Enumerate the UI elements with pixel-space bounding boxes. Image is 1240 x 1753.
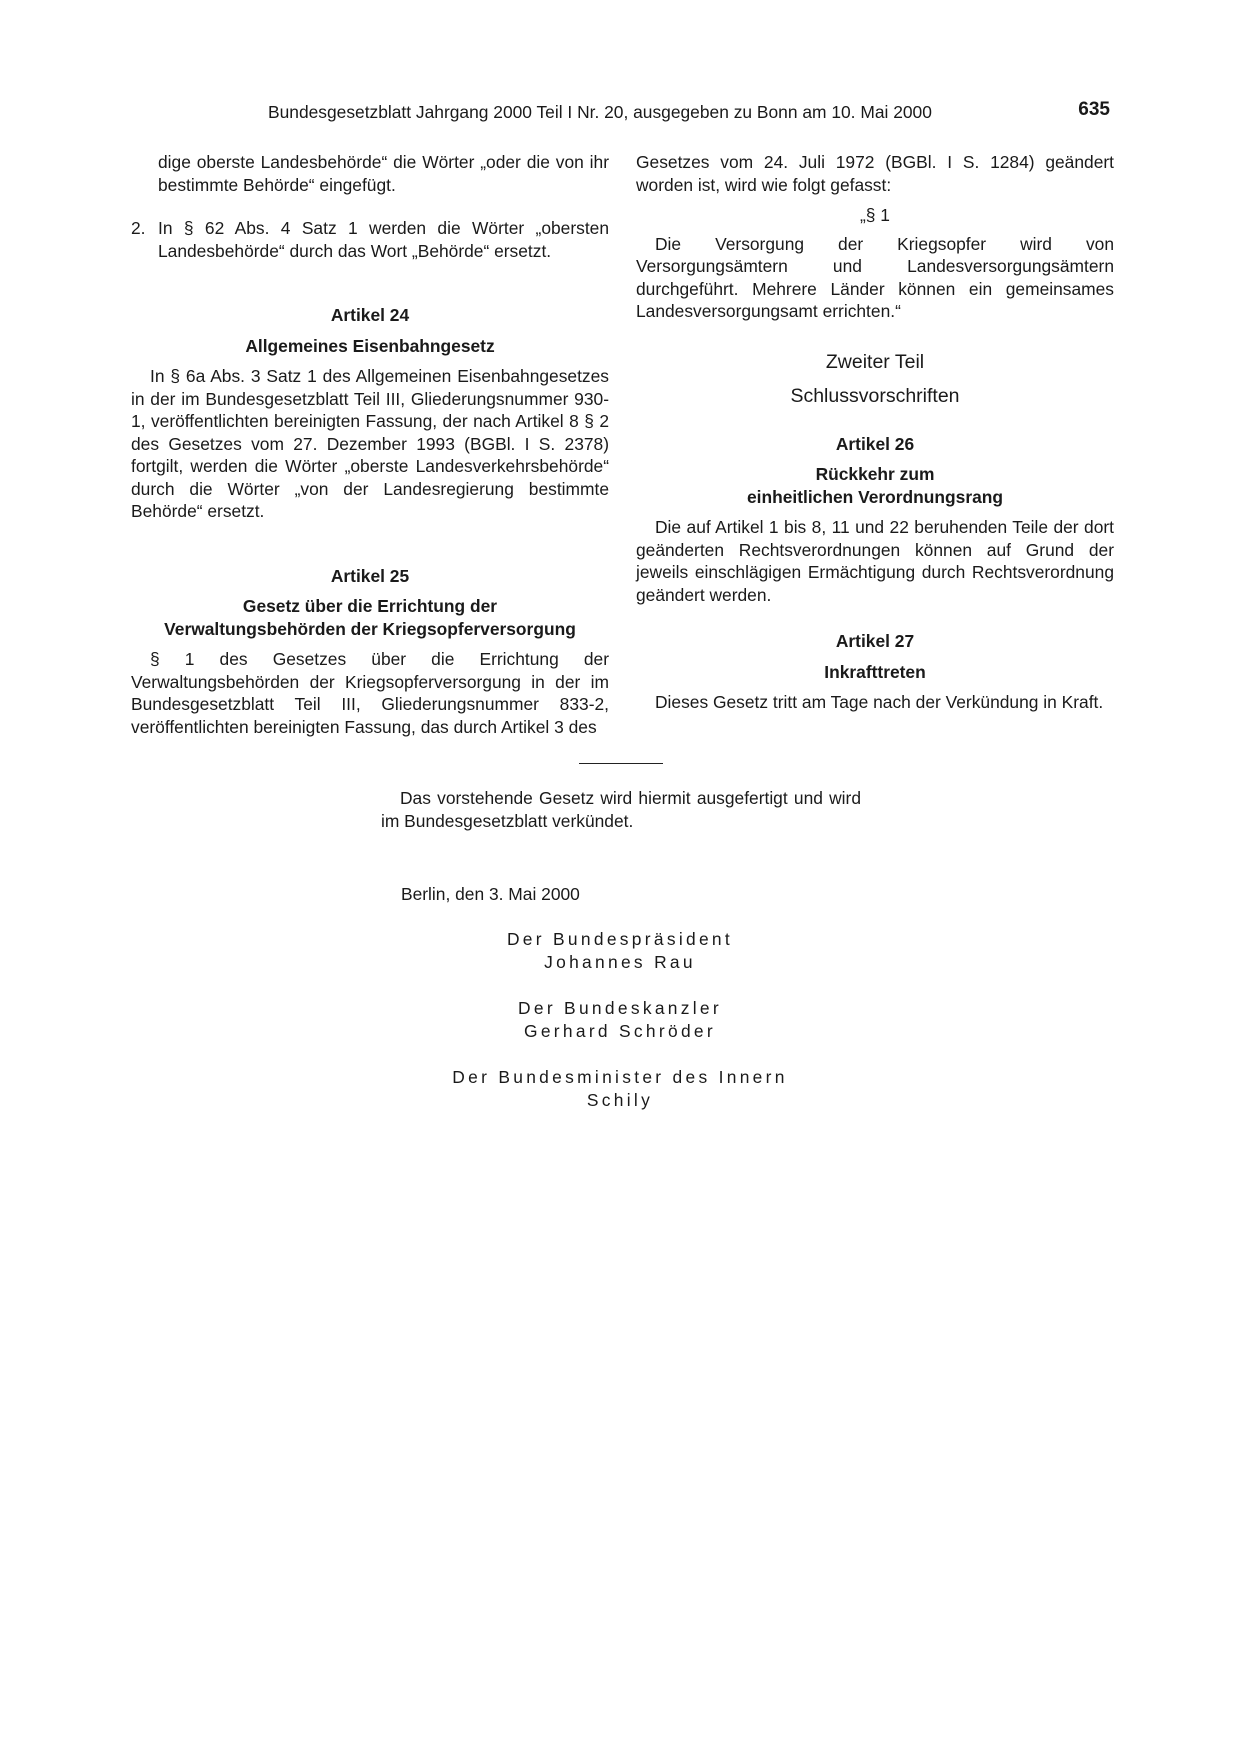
signature-chancellor <box>350 997 890 1042</box>
article-26-subtitle-line2: einheitlichen Verordnungsrang <box>746 486 1004 507</box>
page-number: 635 <box>1078 99 1110 120</box>
separator-rule <box>579 763 663 764</box>
list-item-text: In § 62 Abs. 4 Satz 1 werden die Wörter „obersten Landesbehörde“ durch das Wort „Behörde“ ersetzt. <box>158 218 609 261</box>
place-date: Berlin, den 3. Mai 2000 <box>401 884 580 904</box>
article-25-text: § 1 des Gesetzes über die Errichtung der Verwaltungsbehörden der Kriegsopferversorgung in der im Bundesgesetzblatt Teil III, Gliederungsnummer 833-2, veröffentlichten bereinigten Fassung, das durch Artikel 3 des <box>131 649 609 737</box>
signature-name: Gerhard Schröder <box>524 1020 716 1041</box>
article-27-subtitle: Inkrafttreten <box>824 661 926 682</box>
signature-president <box>350 928 890 973</box>
signature-office: Der Bundesminister des Innern <box>452 1067 788 1087</box>
signature-name: Johannes Rau <box>544 951 696 972</box>
right-column <box>636 151 1114 714</box>
signature-office: Der Bundespräsident <box>506 929 734 949</box>
paragraph-sign: „§ 1 <box>860 205 890 225</box>
article-26-text: Die auf Artikel 1 bis 8, 11 und 22 beruhenden Teile der dort geänderten Rechtsverordnungen können auf Grund der jeweils einschlägigen Ermächtigung durch Rechtsverordnung geändert werden. <box>636 517 1114 605</box>
article-25-continuation: Gesetzes vom 24. Juli 1972 (BGBl. I S. 1284) geändert worden ist, wird wie folgt gefasst: <box>636 152 1114 195</box>
part-subtitle: Schlussvorschriften <box>790 384 960 407</box>
signature-office: Der Bundeskanzler <box>518 998 722 1018</box>
article-24-text: In § 6a Abs. 3 Satz 1 des Allgemeinen Eisenbahngesetzes in der im Bundesgesetzblatt Teil III, Gliederungsnummer 930-1, veröffentlichten bereinigten Fassung, der nach Artikel 8 § 2 des Gesetzes vom 27. Dezember 1993 (BGBl. I S. 2378) fortgilt, werden die Wörter „oberste Landesverkehrsbehörde“ durch die Wörter „von der Landesregierung bestimmte Behörde“ ersetzt. <box>131 366 609 521</box>
part-title: Zweiter Teil <box>825 350 925 373</box>
article-26-subtitle-line1: Rückkehr zum <box>815 464 935 484</box>
article-25-subtitle-line2: Verwaltungsbehörden der Kriegsopferversorgung <box>164 618 576 639</box>
article-24-title: Artikel 24 <box>330 305 410 325</box>
promulgation-clause <box>381 787 861 832</box>
article-24-subtitle: Allgemeines Eisenbahngesetz <box>245 335 495 356</box>
list-item-2 <box>131 217 609 262</box>
list-number: 2. <box>131 218 146 238</box>
article-26-title: Artikel 26 <box>835 433 915 454</box>
article-27-text: Dieses Gesetz tritt am Tage nach der Verkündung in Kraft. <box>655 692 1104 712</box>
signature-name: Schily <box>586 1089 654 1110</box>
article-25-title: Artikel 25 <box>330 565 410 586</box>
article-25-subtitle-line1: Gesetz über die Errichtung der <box>242 596 498 616</box>
item-continuation: dige oberste Landesbehörde“ die Wörter „oder die von ihr bestimmte Behörde“ eingefügt. <box>158 152 609 195</box>
running-title: Bundesgesetzblatt Jahrgang 2000 Teil I Nr. 20, ausgegeben zu Bonn am 10. Mai 2000 <box>268 102 932 122</box>
promulgation-text: Das vorstehende Gesetz wird hiermit ausgefertigt und wird im Bundesgesetzblatt verkündet. <box>381 788 861 831</box>
article-27-title: Artikel 27 <box>835 631 915 651</box>
page-header <box>130 99 1110 125</box>
signature-interior-minister <box>350 1066 890 1111</box>
paragraph-text: Die Versorgung der Kriegsopfer wird von Versorgungsämtern und Landesversorgungsämtern durchgeführt. Mehrere Länder können ein gemeinsames Landesversorgungsamt errichten.“ <box>636 233 1114 321</box>
left-column <box>131 151 609 738</box>
